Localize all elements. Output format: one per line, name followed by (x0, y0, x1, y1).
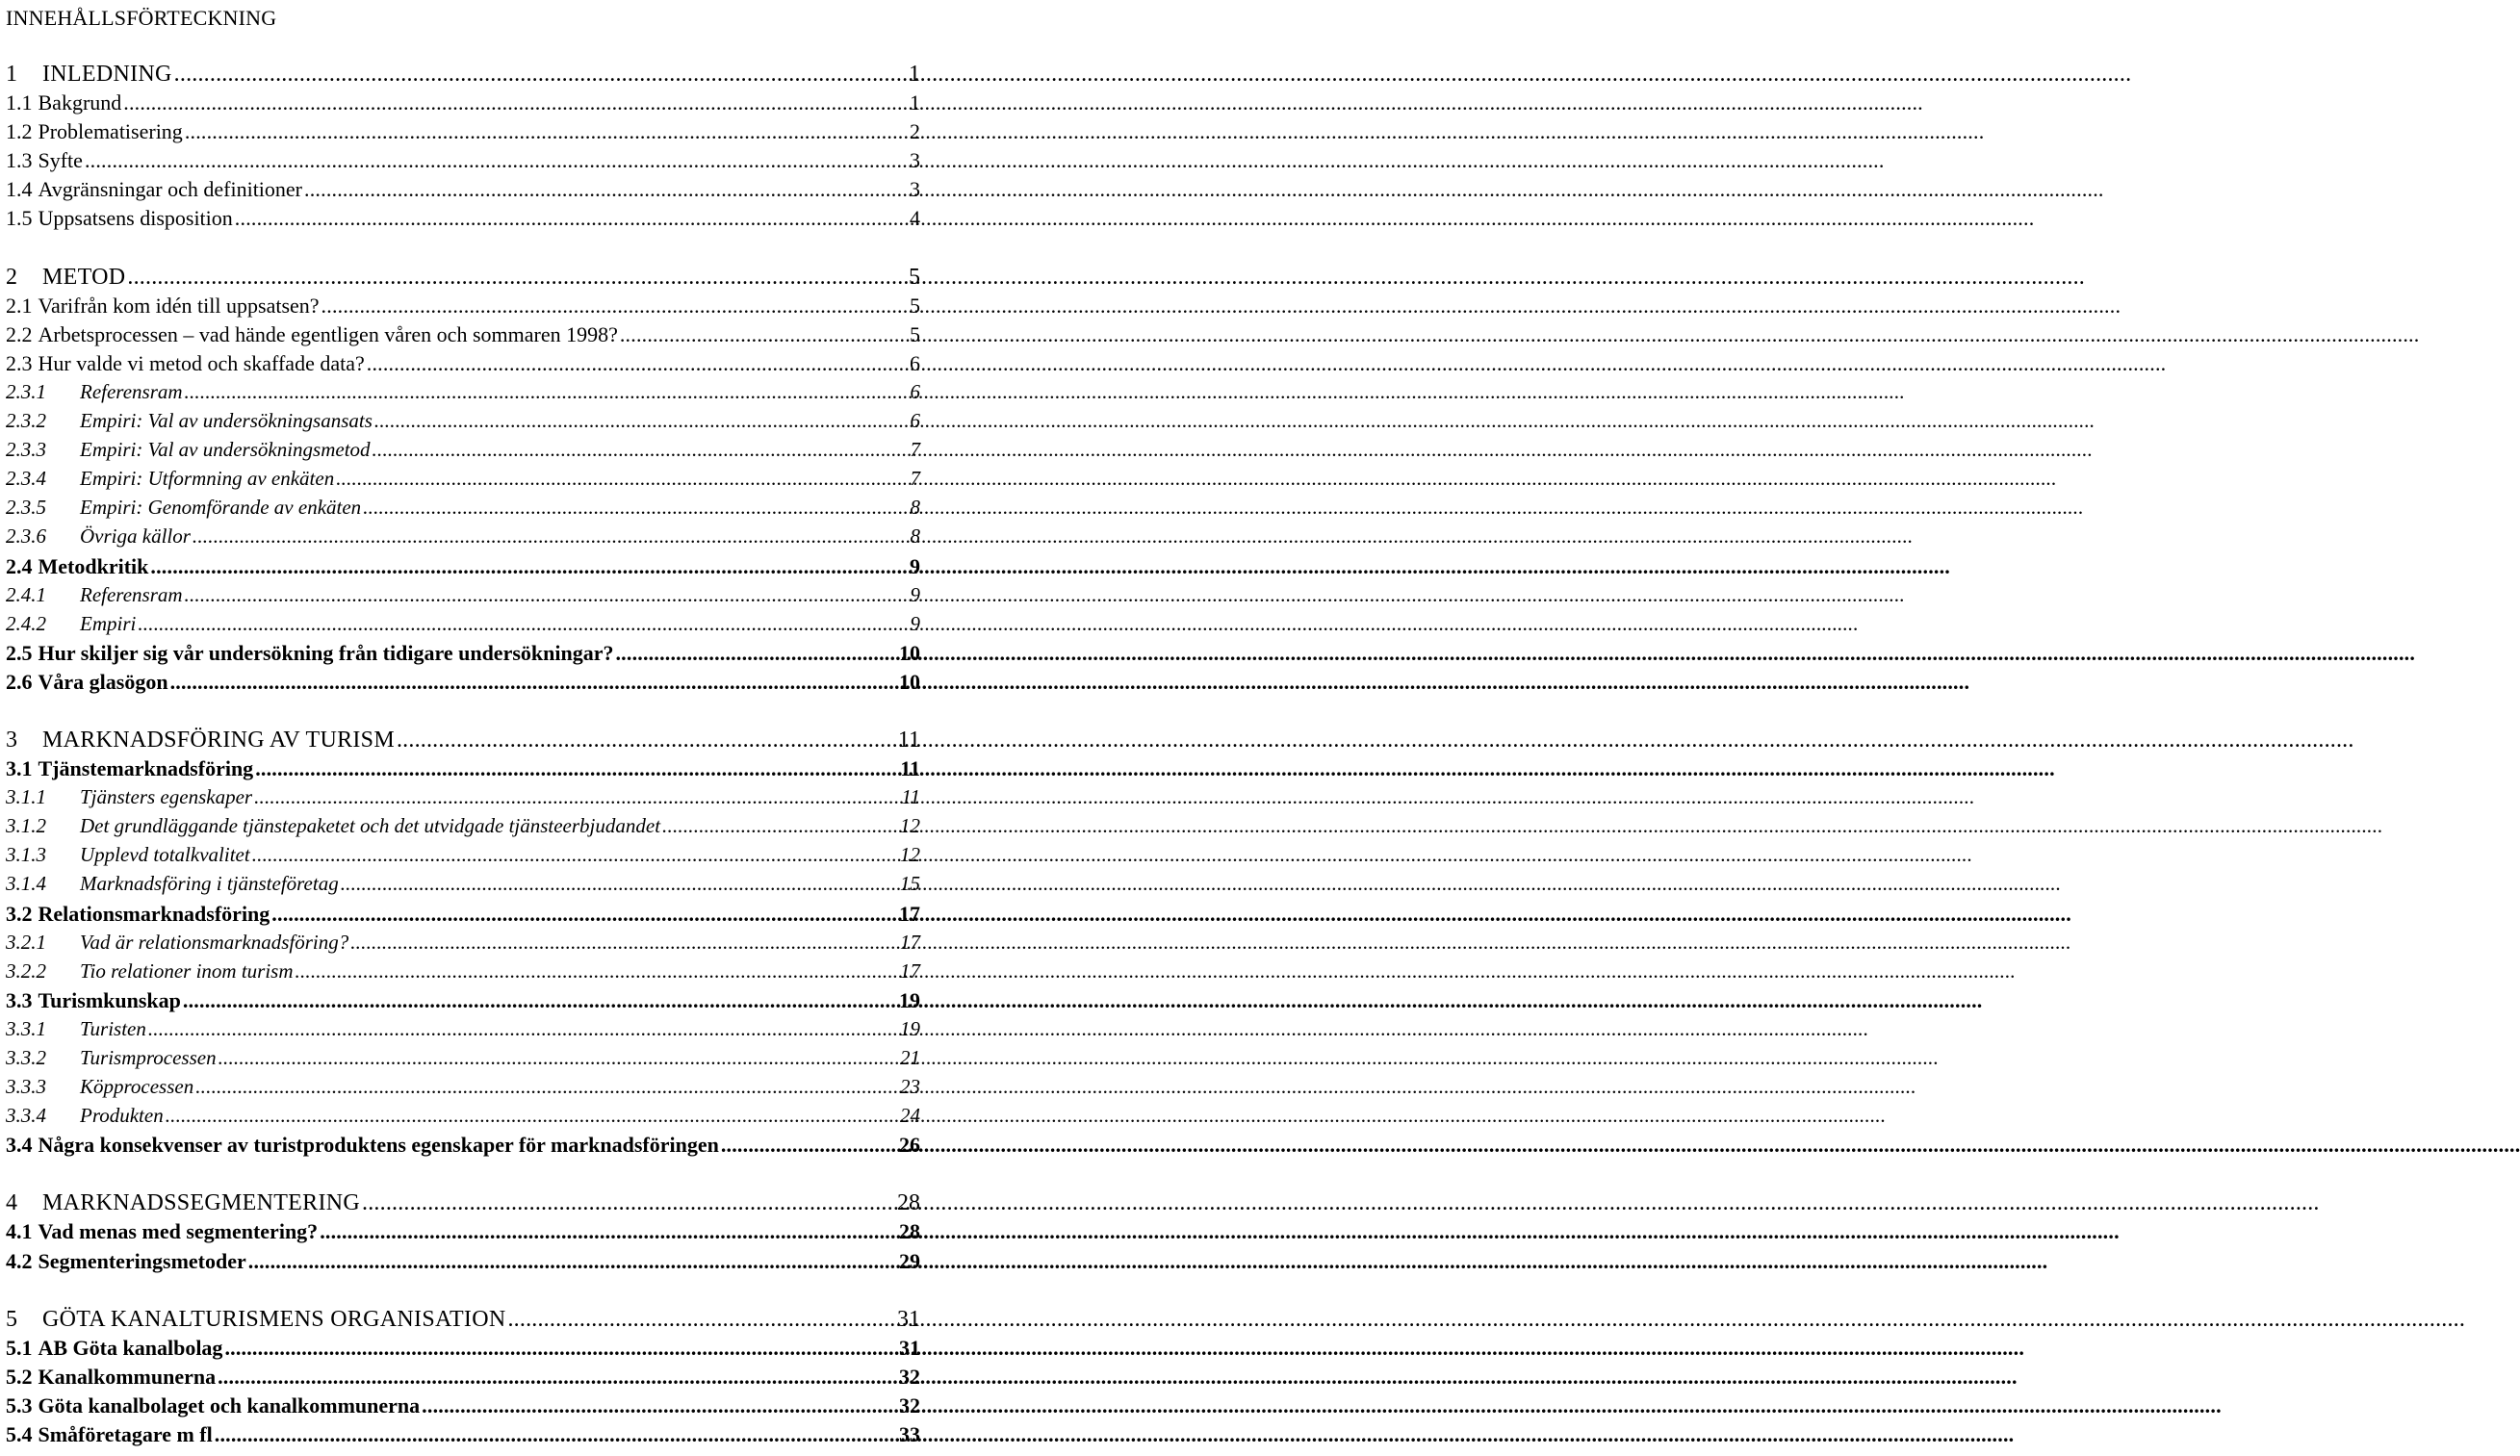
toc-entry[interactable] (6, 119, 920, 148)
toc-entry-title: Det grundläggande tjänstepaketet och det utvidgade tjänsteerbjudandet (80, 814, 661, 838)
toc-entry-title: Turismprocessen (80, 1046, 217, 1069)
toc-entry-page-number: 6 (910, 409, 920, 433)
toc-entry-title: Varifrån kom idén till uppsatsen? (38, 293, 320, 318)
toc-entry-title: Småföretagare m fl (38, 1422, 213, 1447)
toc-entry-number: 3.3.4 (6, 1104, 46, 1128)
toc-entry-number: 2.3.4 (6, 467, 46, 491)
toc-entry-number: 2.3 (6, 350, 33, 375)
toc-entry-page-number: 9 (910, 553, 920, 578)
dot-leader (320, 1219, 899, 1244)
toc-entry-title: Segmenteringsmetoder (38, 1248, 246, 1273)
toc-entry[interactable] (6, 206, 920, 235)
toc-entry-number: 3.3.3 (6, 1075, 46, 1099)
dot-leader (397, 728, 898, 754)
toc-entry-title: Upplevd totalkvalitet (80, 843, 250, 867)
toc-entry-number: 3.1.3 (6, 843, 46, 867)
dot-leader (363, 496, 910, 520)
toc-entry-page-number: 2 (910, 119, 920, 144)
toc-entry[interactable] (6, 265, 920, 294)
toc-entry-page-number: 5 (910, 293, 920, 318)
toc-entry-number: 5.1 (6, 1335, 33, 1360)
toc-entry-number: 3.2.2 (6, 958, 46, 983)
dot-leader (304, 177, 910, 202)
toc-entry-title: Turismkunskap (38, 987, 181, 1012)
dot-leader (218, 1365, 899, 1390)
toc-entry-title: Bakgrund (38, 90, 122, 115)
toc-entry-title: Vad menas med segmentering? (38, 1219, 319, 1244)
toc-entry[interactable] (6, 1336, 920, 1365)
toc-entry-page-number: 31 (899, 1335, 920, 1360)
toc-entry-page-number: 28 (899, 1219, 920, 1244)
toc-entry-number: 5.3 (6, 1392, 33, 1418)
toc-entry-number: 1.1 (6, 90, 33, 115)
toc-entry[interactable] (6, 467, 920, 496)
toc-entry[interactable] (6, 1017, 920, 1046)
toc-entry-page-number: 6 (910, 350, 920, 375)
toc-entry-page-number: 10 (899, 640, 920, 665)
toc-entry-page-number: 19 (900, 1016, 920, 1040)
toc-entry-page-number: 12 (900, 814, 920, 838)
toc-entry-title: Empiri: Val av undersökningsmetod (80, 438, 371, 462)
toc-entry[interactable] (6, 1104, 920, 1133)
toc-entry-number: 4.1 (6, 1219, 33, 1244)
dot-leader (166, 1104, 900, 1128)
dot-leader (219, 1046, 900, 1070)
toc-entry-title: Tio relationer inom turism (80, 958, 294, 983)
toc-entry-title: Hur skiljer sig vår undersökning från tidigare undersökningar? (38, 640, 614, 665)
toc-entry-title: Produkten (80, 1104, 164, 1128)
dot-leader (183, 988, 899, 1013)
dot-leader (150, 554, 910, 579)
toc-entry-title: Köpprocessen (80, 1075, 194, 1099)
toc-entry-page-number: 29 (899, 1248, 920, 1273)
toc-entry-number: 3.1.1 (6, 785, 46, 809)
toc-entry-page-number: 17 (900, 958, 920, 983)
toc-entry-title: Turisten (80, 1016, 146, 1040)
toc-entry-number: 3.3.1 (6, 1016, 46, 1040)
dot-leader (148, 1017, 900, 1041)
toc-entry-page-number: 8 (910, 496, 920, 520)
toc-entry-title: METOD (42, 264, 126, 290)
toc-entry[interactable] (6, 988, 920, 1017)
toc-entry-title: Referensram (80, 379, 183, 403)
toc-entry-page-number: 6 (910, 379, 920, 403)
toc-entry-title: Arbetsprocessen – vad hände egentligen våren och sommaren 1998? (38, 321, 618, 346)
toc-entry[interactable] (6, 843, 920, 872)
toc-entry-page-number: 32 (899, 1392, 920, 1418)
toc-entry-title: Problematisering (38, 119, 183, 144)
toc-entry-page-number: 5 (909, 264, 920, 290)
toc-entry-page-number: 1 (910, 90, 920, 115)
toc-entry-page-number: 26 (899, 1133, 920, 1158)
toc-entry-title: Syfte (38, 148, 83, 173)
dot-leader (193, 524, 911, 549)
toc-entry-title: Empiri (80, 611, 137, 635)
dot-leader (255, 756, 900, 781)
toc-entry[interactable] (6, 612, 920, 641)
toc-entry-title: Empiri: Utformning av enkäten (80, 467, 335, 491)
dot-leader (123, 90, 910, 115)
toc-entry-page-number: 1 (909, 62, 920, 87)
toc-entry[interactable] (6, 496, 920, 524)
page-title: INNEHÅLLSFÖRTECKNING (6, 6, 277, 30)
toc-entry-number: 5 (6, 1306, 17, 1332)
toc-entry-number: 3.2.1 (6, 930, 46, 954)
toc-entry-number: 2 (6, 264, 17, 290)
toc-entry[interactable] (6, 380, 920, 409)
toc-entry-number: 2.5 (6, 640, 33, 665)
toc-entry-number: 2.4.1 (6, 582, 46, 606)
toc-entry-number: 3.2 (6, 901, 33, 926)
toc-entry-number: 2.3.3 (6, 438, 46, 462)
toc-entry-title: Våra glasögon (38, 669, 168, 694)
toc-entry-title: Övriga källor (80, 524, 191, 549)
toc-entry-number: 3.3 (6, 987, 33, 1012)
dot-leader (224, 1336, 899, 1361)
toc-entry-title: GÖTA KANALTURISMENS ORGANISATION (42, 1306, 506, 1332)
toc-entry-title: INLEDNING (42, 62, 172, 87)
toc-entry-page-number: 11 (901, 785, 920, 809)
dot-leader (185, 583, 911, 607)
toc-entry-number: 3 (6, 727, 17, 753)
toc-entry-title: Uppsatsens disposition (38, 206, 233, 231)
dot-leader (336, 467, 910, 491)
toc-entry-page-number: 11 (897, 727, 920, 753)
toc-entry-page-number: 24 (900, 1104, 920, 1128)
toc-entry-title: Avgränsningar och definitioner (38, 177, 303, 202)
toc-entry-number: 2.4 (6, 553, 33, 578)
toc-entry[interactable] (6, 524, 920, 553)
table-of-contents (6, 62, 920, 1451)
dot-leader (341, 872, 900, 896)
dot-leader (271, 902, 899, 927)
toc-entry-title: Göta kanalbolaget och kanalkommunerna (38, 1392, 421, 1418)
dot-leader (127, 265, 909, 291)
toc-entry[interactable] (6, 902, 920, 931)
toc-entry-number: 5.4 (6, 1422, 33, 1447)
toc-entry-title: Metodkritik (38, 553, 149, 578)
toc-entry-title: Empiri: Val av undersökningsansats (80, 409, 373, 433)
toc-entry-title: MARKNADSFÖRING AV TURISM (42, 727, 395, 753)
toc-entry-number: 1.5 (6, 206, 33, 231)
dot-leader (296, 959, 901, 983)
toc-entry-page-number: 17 (899, 901, 920, 926)
toc-entry-number: 2.3.2 (6, 409, 46, 433)
toc-entry-title: Hur valde vi metod och skaffade data? (38, 350, 365, 375)
dot-leader (321, 294, 910, 319)
toc-entry-page-number: 17 (900, 930, 920, 954)
toc-entry[interactable] (6, 148, 920, 177)
toc-entry[interactable] (6, 756, 920, 785)
toc-entry[interactable] (6, 554, 920, 583)
toc-entry[interactable] (6, 1249, 920, 1278)
toc-entry-page-number: 19 (899, 987, 920, 1012)
dot-leader (721, 1133, 899, 1158)
toc-entry-number: 1.4 (6, 177, 33, 202)
dot-leader (174, 62, 909, 88)
toc-entry-page-number: 15 (900, 872, 920, 896)
toc-entry[interactable] (6, 959, 920, 988)
dot-leader (373, 438, 911, 462)
toc-entry[interactable] (6, 785, 920, 814)
toc-entry-page-number: 3 (910, 177, 920, 202)
toc-entry-title: Tjänstemarknadsföring (38, 756, 254, 781)
toc-entry-page-number: 28 (897, 1190, 920, 1216)
toc-entry[interactable] (6, 728, 920, 756)
toc-entry-number: 1.3 (6, 148, 33, 173)
toc-entry-title: Marknadsföring i tjänsteföretag (80, 872, 339, 896)
toc-entry-page-number: 23 (900, 1075, 920, 1099)
toc-entry-number: 4 (6, 1190, 17, 1216)
toc-entry[interactable] (6, 62, 920, 90)
dot-leader (85, 148, 910, 173)
dot-leader (235, 206, 910, 231)
toc-entry-page-number: 11 (900, 756, 920, 781)
dot-leader (170, 670, 899, 695)
dot-leader (615, 641, 899, 666)
toc-entry[interactable] (6, 583, 920, 612)
toc-entry[interactable] (6, 438, 920, 467)
toc-entry-page-number: 7 (910, 438, 920, 462)
toc-entry-number: 3.1.2 (6, 814, 46, 838)
dot-leader (185, 119, 910, 144)
toc-entry[interactable] (6, 1365, 920, 1393)
dot-leader (422, 1393, 899, 1418)
dot-leader (138, 612, 910, 636)
toc-entry-page-number: 32 (899, 1364, 920, 1389)
toc-entry-title: Relationsmarknadsföring (38, 901, 270, 926)
toc-entry[interactable] (6, 90, 920, 119)
toc-entry-title: Några konsekvenser av turistproduktens egenskaper för marknadsföringen (38, 1133, 719, 1158)
toc-entry-title: Vad är relationsmarknadsföring? (80, 930, 349, 954)
toc-entry-title: AB Göta kanalbolag (38, 1335, 223, 1360)
dot-leader (185, 380, 911, 404)
toc-entry-page-number: 3 (910, 148, 920, 173)
toc-entry[interactable] (6, 1133, 920, 1162)
toc-entry[interactable] (6, 872, 920, 901)
toc-entry-title: Empiri: Genomförande av enkäten (80, 496, 362, 520)
toc-entry-number: 2.1 (6, 293, 33, 318)
toc-entry-page-number: 9 (910, 582, 920, 606)
toc-entry[interactable] (6, 1046, 920, 1075)
toc-entry-number: 5.2 (6, 1364, 33, 1389)
toc-entry-title: Tjänsters egenskaper (80, 785, 253, 809)
toc-entry-number: 2.6 (6, 669, 33, 694)
toc-entry-number: 4.2 (6, 1248, 33, 1273)
toc-entry[interactable] (6, 814, 920, 843)
toc-entry-number: 1.2 (6, 119, 33, 144)
toc-entry[interactable] (6, 177, 920, 206)
toc-entry[interactable] (6, 322, 920, 351)
toc-entry[interactable] (6, 670, 920, 699)
toc-entry-number: 3.1 (6, 756, 33, 781)
toc-entry-number: 2.3.5 (6, 496, 46, 520)
dot-leader (662, 814, 900, 838)
dot-leader (362, 1190, 897, 1216)
toc-entry-number: 3.4 (6, 1133, 33, 1158)
toc-entry-page-number: 31 (897, 1306, 920, 1332)
toc-entry-page-number: 21 (900, 1046, 920, 1069)
dot-leader (195, 1075, 900, 1099)
dot-leader (215, 1422, 899, 1447)
document-page (0, 0, 924, 1456)
dot-leader (374, 409, 911, 433)
toc-entry-page-number: 9 (910, 611, 920, 635)
toc-entry-number: 2.3.1 (6, 379, 46, 403)
toc-entry-number: 3.1.4 (6, 872, 46, 896)
dot-leader (254, 785, 901, 809)
toc-entry[interactable] (6, 641, 920, 670)
toc-entry[interactable] (6, 351, 920, 380)
toc-entry-number: 2.4.2 (6, 611, 46, 635)
toc-entry-title: Kanalkommunerna (38, 1364, 217, 1389)
dot-leader (507, 1307, 897, 1333)
toc-entry-page-number: 7 (910, 467, 920, 491)
toc-entry-page-number: 8 (910, 524, 920, 549)
toc-entry[interactable] (6, 409, 920, 438)
toc-entry-number: 2.2 (6, 321, 33, 346)
toc-entry-number: 2.3.6 (6, 524, 46, 549)
toc-entry[interactable] (6, 1075, 920, 1104)
toc-entry[interactable] (6, 1393, 920, 1422)
dot-leader (350, 931, 900, 955)
toc-entry[interactable] (6, 1190, 920, 1219)
toc-entry-page-number: 33 (899, 1422, 920, 1447)
toc-entry-page-number: 4 (910, 206, 920, 231)
dot-leader (252, 843, 900, 867)
toc-entry-title: Referensram (80, 582, 183, 606)
toc-entry[interactable] (6, 1219, 920, 1248)
toc-entry-number: 1 (6, 62, 17, 87)
toc-entry-page-number: 12 (900, 843, 920, 867)
toc-entry[interactable] (6, 1307, 920, 1336)
dot-leader (620, 322, 910, 347)
toc-entry[interactable] (6, 294, 920, 322)
dot-leader (367, 351, 910, 376)
toc-entry-number: 3.3.2 (6, 1046, 46, 1069)
dot-leader (248, 1249, 899, 1274)
toc-entry-title: MARKNADSSEGMENTERING (42, 1190, 361, 1216)
toc-entry[interactable] (6, 931, 920, 959)
toc-entry-page-number: 5 (910, 321, 920, 346)
toc-entry[interactable] (6, 1422, 920, 1451)
toc-entry-page-number: 10 (899, 669, 920, 694)
